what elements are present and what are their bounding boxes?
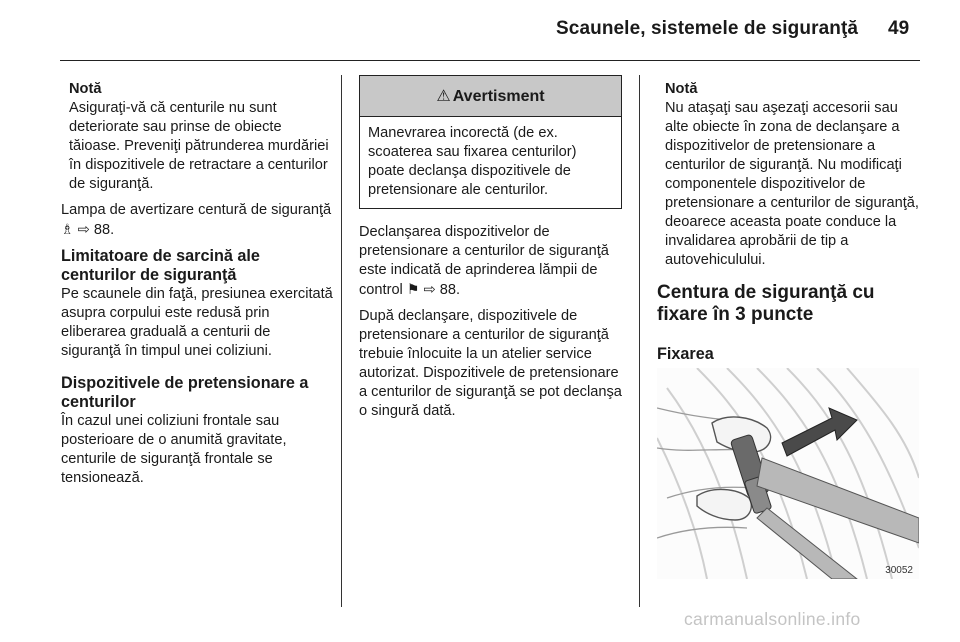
header-rule [60,60,920,61]
lamp-paragraph [61,201,333,240]
three-point-belt-heading: Centura de siguranţă cu fixare în 3 puncte [657,282,875,325]
trigger-page-ref: 88. [439,282,461,298]
note-label: Notă [69,81,102,97]
load-limiters-text: Pe scaunele din faţă, presiunea exercitată asupra corpului este redusă prin eliberarea graduală a centurii de siguranţă în timpul unei coliziuni. [61,286,333,359]
page-number: 49 [888,18,910,39]
airbag-warning-icon: ⚑ [406,281,420,297]
seat-belt-drawing [657,368,919,579]
seat-belt-illustration [657,368,919,579]
lamp-page-ref: 88. [93,222,115,238]
column-right [657,80,923,364]
page-title: Scaunele, sistemele de siguranţă [556,18,859,39]
trigger-text: Declanşarea dispozitivelor de pretensionare a centurilor de siguranţă este indicată de aprinderea lămpii de control [359,224,609,298]
trigger-paragraph [359,223,622,300]
figure-id: 30052 [885,565,913,576]
warning-text: Manevrarea incorectă (de ex. scoaterea sau fixarea centurilor) poate declanşa dispozitivele de pretensionare ale centurilor. [368,125,577,198]
note-text-right: Nu ataşaţi sau aşezaţi accesorii sau alte obiecte în zona de declanşare a dispozitivelor de pretensionare a centurilor de siguranţă. Nu modificaţi componentele dispozitivelor de pretensionare a centurilor de siguranţă, deoarece aceasta poate conduce la invalidarea aprobării de tip a autovehiculului. [665,100,919,268]
column-left [61,80,333,495]
column-middle [359,75,622,428]
lamp-text: Lampa de avertizare centură de siguranţă [61,202,332,218]
note-text: Asiguraţi-vă că centurile nu sunt deteriorate sau prinse de obiecte tăioase. Preveniţi pătrunderea murdăriei în dispozitivele de retractare a centurilor de siguranţă. [69,100,329,192]
warning-icon: ⚠ [436,87,451,105]
pretensioners-heading: Dispozitivele de pretensionare a centurilor [61,374,309,411]
page-ref-arrow-icon: ⇨ [423,282,436,298]
note-block [61,80,333,194]
warning-box [359,75,622,209]
warning-label: Avertisment [452,87,545,105]
column-divider-left [341,75,342,607]
watermark: carmanualsonline.info [684,609,861,629]
load-limiters-heading: Limitatoare de sarcină ale centurilor de siguranţă [61,247,260,284]
page-ref-arrow-icon: ⇨ [77,222,90,238]
warning-header [360,76,621,117]
seat-belt-icon: ♗ [61,221,74,237]
belt-webbing [757,458,919,579]
pretensioners-text: În cazul unei coliziuni frontale sau posterioare de o anumită gravitate, centurile de siguranţă frontale se tensionează. [61,413,287,486]
note-label-right: Notă [665,81,698,97]
replacement-paragraph: După declanşare, dispozitivele de pretensionare a centurilor de siguranţă trebuie înlocuite la un atelier service autorizat. Dispozitivele de pretensionare a centurilor de siguranţă se pot declanşa o singură dată. [359,308,622,419]
note-block-right [657,80,923,270]
column-divider-right [639,75,640,607]
fastening-heading: Fixarea [657,345,714,363]
